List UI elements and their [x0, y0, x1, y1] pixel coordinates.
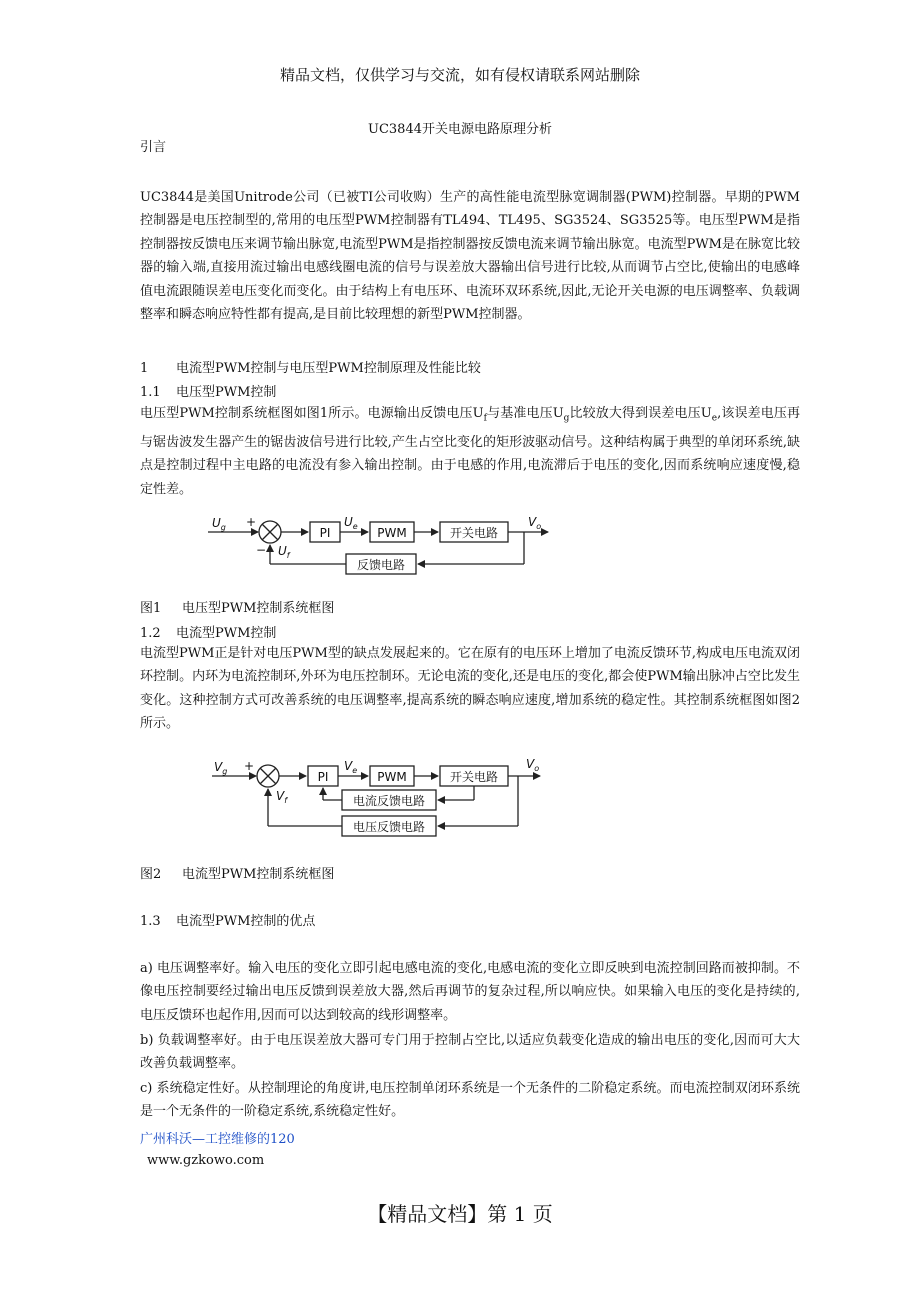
- advantage-a: a) 电压调整率好。输入电压的变化立即引起电感电流的变化,电感电流的变化立即反映到电流控制回路而被抑制。不像电压控制要经过输出电压反馈到误差放大器,然后再调节的复杂过程,所以响应快。如果输入电压的变化是持续的,电压反馈环也起作用,因而可以达到较高的线形调整率。: [140, 961, 800, 1023]
- feedback-label: $U_f$: [278, 544, 290, 560]
- advantage-b: b) 负载调整率好。由于电压误差放大器可专门用于控制占空比,以适应负载变化造成的输出电压的变化,因而可大大改善负载调整率。: [140, 1033, 800, 1072]
- paragraph-current-mode: [140, 642, 800, 736]
- current-feedback-label: 电流反馈电路: [352, 794, 426, 808]
- page-header: 精品文档，仅供学习与交流，如有侵权请联系网站删除: [279, 66, 640, 84]
- section-number: 1: [140, 361, 149, 376]
- error-label: $V_e$: [344, 759, 358, 775]
- switch-label: 开关电路: [449, 770, 499, 784]
- error-label: $U_e$: [344, 515, 358, 531]
- paragraph-intro-text: UC3844是美国Unitrode公司（已被TI公司收购）生产的高性能电流型脉宽调制器(PWM)控制器。早期的PWM控制器是电压控制型的,常用的电压型PWM控制器有TL494、TL495、SG3524、SG3525等。电压型PWM是指控制器按反馈电压来调节输出脉宽,电流型PWM是指控制器按反馈电流来调节输出脉宽。电流型PWM是在脉宽比较器的输入端,直接用流过输出电感线圈电流的信号与误差放大器输出信号进行比较,从而调节占空比,使输出的电感峰值电流跟随误差电压变化而变化。由于结构上有电压环、电流环双环系统,因此,无论开关电源的电压调整率、负载调整率和瞬态响应特性都有提高,是目前比较理想的新型PWM控制器。: [140, 190, 800, 323]
- paragraph-voltage-mode-text: 电压型PWM控制系统框图如图1所示。电源输出反馈电压$U_f$与基准电压$U_g$比较放大得到误差电压$U_e$,该误差电压再与锯齿波发生器产生的锯齿波信号进行比较,产生占空比变化的矩形波驱动信号。这种结构属于典型的单闭环系统,缺点是控制过程中主电路的电流没有参入输出控制。由于电感的作用,电流滞后于电压的变化,因而系统响应速度慢,稳定性差。: [140, 406, 800, 497]
- output-label: $V_o$: [528, 515, 542, 531]
- advantage-c: c) 系统稳定性好。从控制理论的角度讲,电压控制单闭环系统是一个无条件的二阶稳定系统。而电流控制双闭环系统是一个无条件的一阶稳定系统,系统稳定性好。: [140, 1081, 800, 1120]
- plus-sign: +: [244, 759, 255, 773]
- figure-2-diagram: [180, 752, 600, 852]
- figure-1-diagram: [180, 500, 560, 590]
- section-1-2-heading: [140, 622, 276, 641]
- section-title: 电流型PWM控制与电压型PWM控制原理及性能比较: [176, 361, 481, 376]
- pi-label: PI: [317, 770, 329, 784]
- paragraph-current-mode-text: 电流型PWM正是针对电压PWM型的缺点发展起来的。它在原有的电压环上增加了电流反馈环节,构成电压电流双闭环控制。内环为电流控制环,外环为电压控制环。无论电流的变化,还是电压的变化,都会使PWM输出脉冲占空比发生变化。这种控制方式可改善系统的电压调整率,提高系统的瞬态响应速度,增加系统的稳定性。其控制系统框图如图2所示。: [140, 646, 800, 732]
- feedback-label: $V_f$: [276, 789, 288, 805]
- section-1-1-heading: [140, 381, 276, 400]
- section-title: 电压型PWM控制: [176, 385, 277, 400]
- minus-sign: −: [256, 543, 267, 557]
- output-label: $V_o$: [526, 757, 540, 773]
- document-title: UC3844开关电源电路原理分析: [368, 122, 552, 137]
- section-number: 1.3: [140, 914, 161, 929]
- company-link[interactable]: 广州科沃—工控维修的120: [140, 1132, 295, 1147]
- input-label: $U_g$: [212, 516, 226, 532]
- section-title: 电流型PWM控制: [176, 626, 277, 641]
- section-1-heading: [140, 357, 481, 376]
- website-url[interactable]: www.gzkowo.com: [147, 1153, 265, 1168]
- pi-label: PI: [319, 526, 331, 540]
- input-label: $V_g$: [214, 760, 228, 776]
- section-1-3-heading: [140, 910, 315, 929]
- pwm-label: PWM: [377, 526, 407, 540]
- figure-1-caption: 图1 电压型PWM控制系统框图: [140, 601, 335, 616]
- figure-2-caption: 图2 电流型PWM控制系统框图: [140, 867, 335, 882]
- section-title: 电流型PWM控制的优点: [176, 914, 316, 929]
- plus-sign: +: [246, 515, 257, 529]
- pwm-label: PWM: [377, 770, 407, 784]
- intro-heading: 引言: [140, 140, 167, 155]
- section-number: 1.2: [140, 626, 161, 641]
- paragraph-intro: [140, 186, 800, 326]
- section-number: 1.1: [140, 385, 161, 400]
- paragraph-voltage-mode: [140, 402, 800, 501]
- feedback-circuit-label: 反馈电路: [356, 558, 406, 572]
- voltage-feedback-label: 电压反馈电路: [352, 820, 426, 834]
- page-footer: 【精品文档】第 1 页: [367, 1202, 553, 1226]
- switch-label: 开关电路: [449, 526, 499, 540]
